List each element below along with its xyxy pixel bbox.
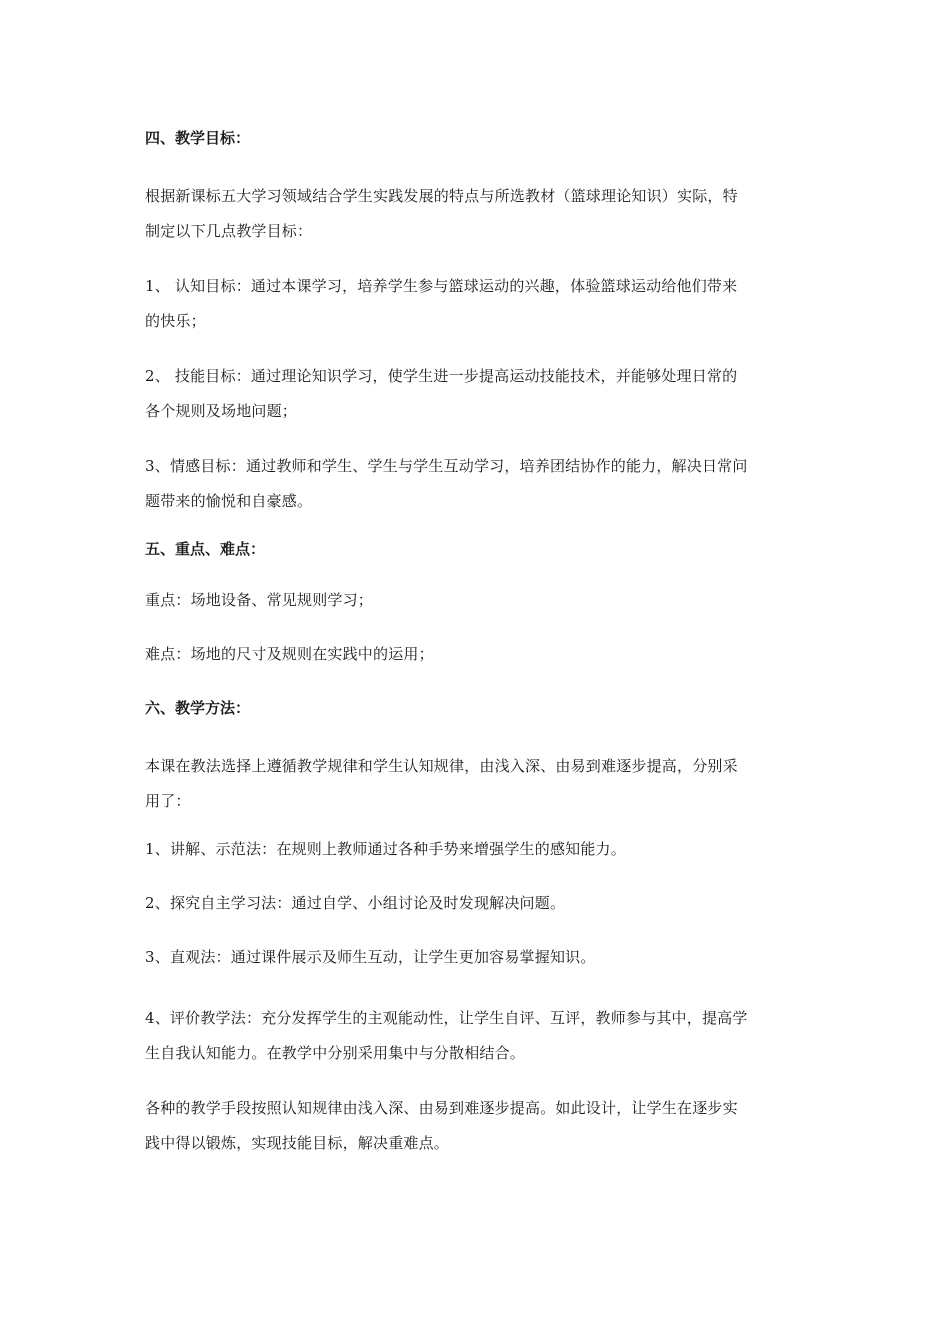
paragraph-methods-intro bbox=[145, 749, 810, 819]
text-line: 制定以下几点教学目标： bbox=[145, 222, 313, 240]
text-line: 各种的教学手段按照认知规律由浅入深、由易到难逐步提高。如此设计，让学生在逐步实 bbox=[145, 1099, 738, 1117]
text-line: 用了： bbox=[145, 792, 191, 810]
paragraph-difficult-point bbox=[145, 644, 810, 664]
text-line: 1、 认知目标：通过本课学习，培养学生参与篮球运动的兴趣，体验篮球运动给他们带来 bbox=[145, 277, 738, 295]
paragraph-cognitive-goal bbox=[145, 269, 810, 339]
paragraph-emotion-goal bbox=[145, 449, 810, 519]
text-line: 重点：场地设备、常见规则学习； bbox=[145, 591, 374, 609]
text-line: 题带来的愉悦和自豪感。 bbox=[145, 492, 313, 510]
text-line: 根据新课标五大学习领域结合学生实践发展的特点与所选教材（篮球理论知识）实际，特 bbox=[145, 187, 738, 205]
text-line: 2、 技能目标：通过理论知识学习，使学生进一步提高运动技能技术，并能够处理日常的 bbox=[145, 367, 738, 385]
text-line: 践中得以锻炼，实现技能目标，解决重难点。 bbox=[145, 1134, 450, 1152]
paragraph-method-visual bbox=[145, 947, 810, 967]
text-line: 的快乐； bbox=[145, 312, 206, 330]
text-line: 2、探究自主学习法：通过自学、小组讨论及时发现解决问题。 bbox=[145, 894, 566, 912]
paragraph-intro bbox=[145, 179, 810, 249]
section-heading-teaching-methods: 六、教学方法： bbox=[145, 699, 251, 717]
text-line: 1、讲解、示范法：在规则上教师通过各种手势来增强学生的感知能力。 bbox=[145, 840, 626, 858]
text-line: 3、直观法：通过课件展示及师生互动，让学生更加容易掌握知识。 bbox=[145, 948, 596, 966]
paragraph-key-point bbox=[145, 590, 810, 610]
text-line: 难点：场地的尺寸及规则在实践中的运用； bbox=[145, 645, 434, 663]
paragraph-method-evaluation bbox=[145, 1001, 810, 1071]
paragraph-skill-goal bbox=[145, 359, 810, 429]
text-line: 各个规则及场地问题； bbox=[145, 402, 298, 420]
text-line: 4、评价教学法：充分发挥学生的主观能动性，让学生自评、互评，教师参与其中，提高学 bbox=[145, 1009, 748, 1027]
section-heading-key-points: 五、重点、难点： bbox=[145, 540, 266, 558]
paragraph-methods-summary bbox=[145, 1091, 810, 1161]
document-page bbox=[145, 128, 810, 1181]
text-line: 生自我认知能力。在教学中分别采用集中与分散相结合。 bbox=[145, 1044, 526, 1062]
text-line: 3、情感目标：通过教师和学生、学生与学生互动学习，培养团结协作的能力，解决日常问 bbox=[145, 457, 748, 475]
section-heading-teaching-goals: 四、教学目标： bbox=[145, 129, 251, 147]
text-line: 本课在教法选择上遵循教学规律和学生认知规律，由浅入深、由易到难逐步提高，分别采 bbox=[145, 757, 738, 775]
paragraph-method-demo bbox=[145, 839, 810, 859]
paragraph-method-inquiry bbox=[145, 893, 810, 913]
